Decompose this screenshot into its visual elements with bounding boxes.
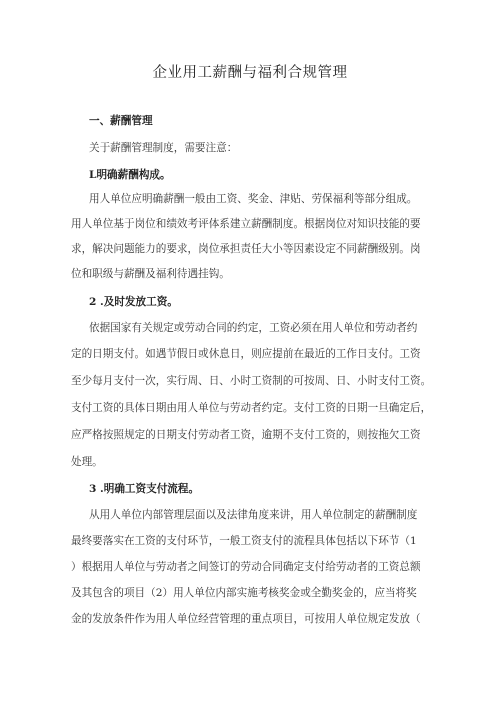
document-title: 企业用工薪酬与福利合规管理 [152,65,348,81]
item1-heading: L明确薪酬构成。 [89,169,171,181]
item2-line: 至少每月支付一次，实行周、日、小时工资制的可按周、日、小时支付工资。 [71,375,432,387]
item2-heading: 2 .及时发放工资。 [89,296,178,308]
item1-line: 用人单位应明确薪酬一般由工资、奖金、津贴、劳保福利等部分组成。 [89,193,418,205]
intro-paragraph: 关于薪酬管理制度，需要注意： [89,142,238,154]
item2-line: 支付工资的具体日期由用人单位与劳动者约定。支付工资的日期一旦确定后， [71,402,432,414]
item3-heading: 3 .明确工资支付流程。 [89,483,200,495]
item2-line: 定的日期支付。如遇节假日或休息日，则应提前在最近的工作日支付。工资 [71,348,421,360]
item2-line: 处理。 [71,456,103,468]
section-heading: 一、薪酬管理 [89,115,153,127]
item3-line: 及其包含的项目（2）用人单位内部实施考核奖金或全勤奖金的，应当将奖 [71,587,417,599]
item3-line: ）根据用人单位与劳动者之间签订的劳动合同确定支付给劳动者的工资总额 [71,561,421,573]
item3-line: 最终要落实在工资的支付环节，一般工资支付的流程具体包括以下环节（1 [71,535,417,547]
item2-line: 应严格按照规定的日期支付劳动者工资，逾期不支付工资的，则按拖欠工资 [71,429,421,441]
item2-line: 依据国家有关规定或劳动合同的约定，工资必须在用人单位和劳动者约 [89,322,418,334]
item1-line: 位和职级与薪酬及福利待遇挂钩。 [71,268,230,280]
item3-line: 金的发放条件作为用人单位经营管理的重点项目，可按用人单位规定发放（ [71,613,421,625]
item1-line: 求，解决问题能力的要求，岗位承担责任大小等因素设定不同薪酬级别。岗 [71,243,421,255]
item3-line: 从用人单位内部管理层面以及法律角度来讲，用人单位制定的薪酬制度 [89,509,418,521]
item1-line: 用人单位基于岗位和绩效考评体系建立薪酬制度。根据岗位对知识技能的要 [71,218,421,230]
